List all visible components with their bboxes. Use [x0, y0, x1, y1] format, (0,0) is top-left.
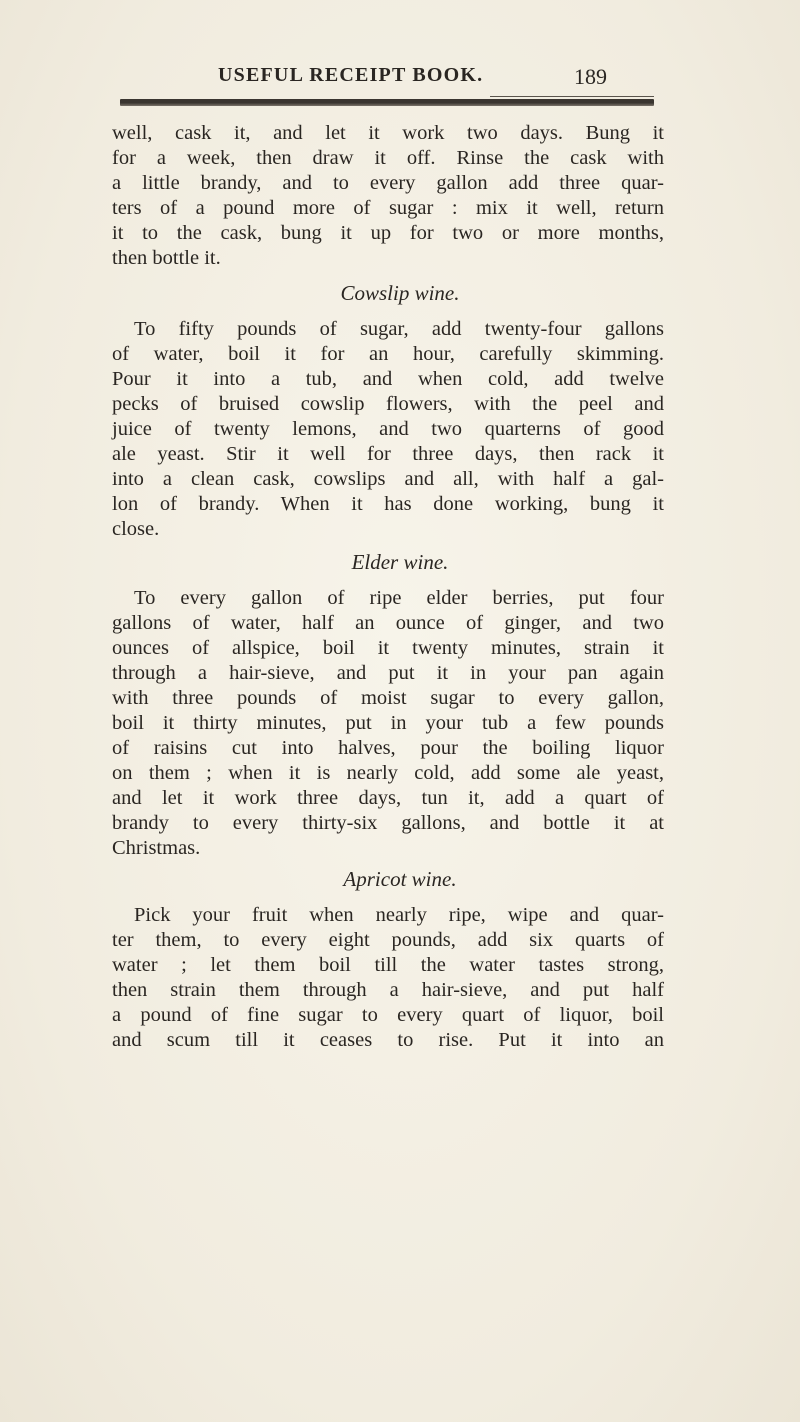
text-line: for a week, then draw it off. Rinse the cask with	[112, 147, 664, 169]
running-head	[0, 64, 800, 94]
text-line: Pick your fruit when nearly ripe, wipe and quar-	[134, 904, 664, 926]
text-line: a pound of fine sugar to every quart of liquor, boil	[112, 1004, 664, 1026]
page-number: 189	[574, 64, 607, 89]
text-line: then strain them through a hair-sieve, and put half	[112, 979, 664, 1001]
text-line: of water, boil it for an hour, carefully skimming.	[112, 343, 664, 365]
cowslip-wine-heading: Cowslip wine.	[340, 281, 460, 305]
intro-paragraph	[112, 121, 664, 271]
text-line: and scum till it ceases to rise. Put it into an	[112, 1029, 664, 1051]
text-line: ounces of allspice, boil it twenty minutes, strain it	[112, 637, 664, 659]
text-line: close.	[112, 518, 160, 540]
text-line: and let it work three days, tun it, add a quart of	[112, 787, 664, 809]
text-line: ter them, to every eight pounds, add six quarts of	[112, 929, 664, 951]
text-line: it to the cask, bung it up for two or more months,	[112, 222, 664, 244]
header-rule	[120, 99, 654, 106]
text-line: on them ; when it is nearly cold, add some ale yeast,	[112, 762, 664, 784]
text-line: well, cask it, and let it work two days. Bung it	[112, 122, 664, 144]
text-line: through a hair-sieve, and put it in your pan again	[112, 662, 664, 684]
text-line: water ; let them boil till the water tastes strong,	[112, 954, 664, 976]
text-line: pecks of bruised cowslip flowers, with the peel and	[112, 393, 664, 415]
text-line: ale yeast. Stir it well for three days, then rack it	[112, 443, 664, 465]
elder-wine-heading: Elder wine.	[351, 550, 449, 574]
text-line: into a clean cask, cowslips and all, with half a gal-	[112, 468, 664, 490]
text-line: juice of twenty lemons, and two quarterns of good	[112, 418, 664, 440]
text-line: of raisins cut into halves, pour the boiling liquor	[112, 737, 664, 759]
text-line: To every gallon of ripe elder berries, put four	[134, 587, 664, 609]
text-line: brandy to every thirty-six gallons, and bottle it at	[112, 812, 664, 834]
cowslip-wine-paragraph	[112, 317, 664, 542]
text-line: ters of a pound more of sugar : mix it well, return	[112, 197, 664, 219]
text-line: with three pounds of moist sugar to every gallon,	[112, 687, 664, 709]
text-line: Pour it into a tub, and when cold, add twelve	[112, 368, 664, 390]
text-line: Christmas.	[112, 837, 201, 859]
text-line: boil it thirty minutes, put in your tub a few pounds	[112, 712, 664, 734]
text-line: a little brandy, and to every gallon add three quar-	[112, 172, 664, 194]
text-line: then bottle it.	[112, 247, 221, 269]
header-rule-thin	[490, 96, 654, 97]
text-line: gallons of water, half an ounce of ginger, and two	[112, 612, 664, 634]
apricot-wine-paragraph	[112, 903, 664, 1053]
apricot-wine-heading: Apricot wine.	[343, 867, 457, 891]
text-line: lon of brandy. When it has done working, bung it	[112, 493, 664, 515]
text-line: To fifty pounds of sugar, add twenty-four gallons	[134, 318, 664, 340]
elder-wine-paragraph	[112, 586, 664, 861]
running-head-title: USEFUL RECEIPT BOOK.	[218, 64, 484, 86]
